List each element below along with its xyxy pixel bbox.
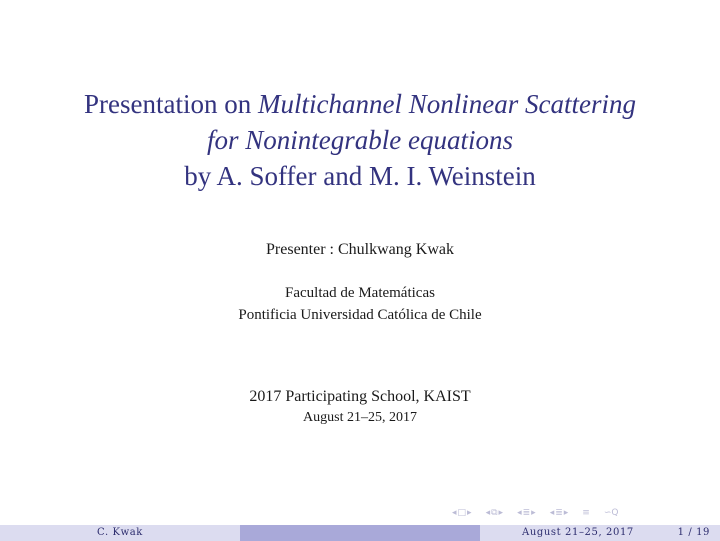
footer-title-band — [240, 525, 480, 541]
event-date: August 21–25, 2017 — [303, 410, 417, 425]
institute-line-1: Facultad de Matemáticas — [285, 285, 435, 301]
nav-left-arrow-icon[interactable]: ◂ — [452, 508, 457, 518]
presentation-title — [0, 86, 720, 194]
institute-line-2: Pontificia Universidad Católica de Chile — [238, 307, 482, 323]
presenter-name: Presenter : Chulkwang Kwak — [266, 241, 454, 258]
event-info — [0, 386, 720, 428]
footer-date: August 21–25, 2017 — [522, 527, 634, 538]
nav-right-arrow-icon[interactable]: ▸ — [467, 508, 472, 518]
nav-slide-group[interactable] — [452, 508, 472, 518]
nav-align-icon[interactable]: ≡ — [582, 508, 590, 518]
nav-search-icon[interactable]: ∽Q — [603, 508, 619, 518]
nav-appendix-icon[interactable]: ≣ — [555, 508, 563, 518]
footer-author: C. Kwak — [0, 525, 240, 541]
title-line-1: Presentation on Multichannel Nonlinear Scattering — [84, 89, 636, 119]
nav-subsection-icon[interactable]: ⧉ — [491, 508, 498, 518]
nav-frame-icon[interactable]: □ — [457, 508, 467, 518]
nav-appendix-group[interactable]: ◂ ≣ ▸ — [549, 508, 569, 518]
beamer-navigation — [452, 506, 618, 520]
event-name: 2017 Participating School, KAIST — [249, 388, 471, 405]
nav-section-icon[interactable]: ≣ — [522, 508, 531, 518]
institute — [0, 282, 720, 326]
nav-subsection-group[interactable]: ◂ ⧉ ▸ — [485, 508, 504, 518]
footer-bar — [0, 525, 720, 541]
footer-info — [480, 525, 720, 541]
page-number: 1 / 19 — [677, 527, 710, 538]
title-line-2: for Nonintegrable equations — [207, 125, 513, 155]
nav-section-group[interactable]: ◂ ≣ ▸ — [517, 508, 536, 518]
title-line-3: by A. Soffer and M. I. Weinstein — [184, 161, 536, 191]
